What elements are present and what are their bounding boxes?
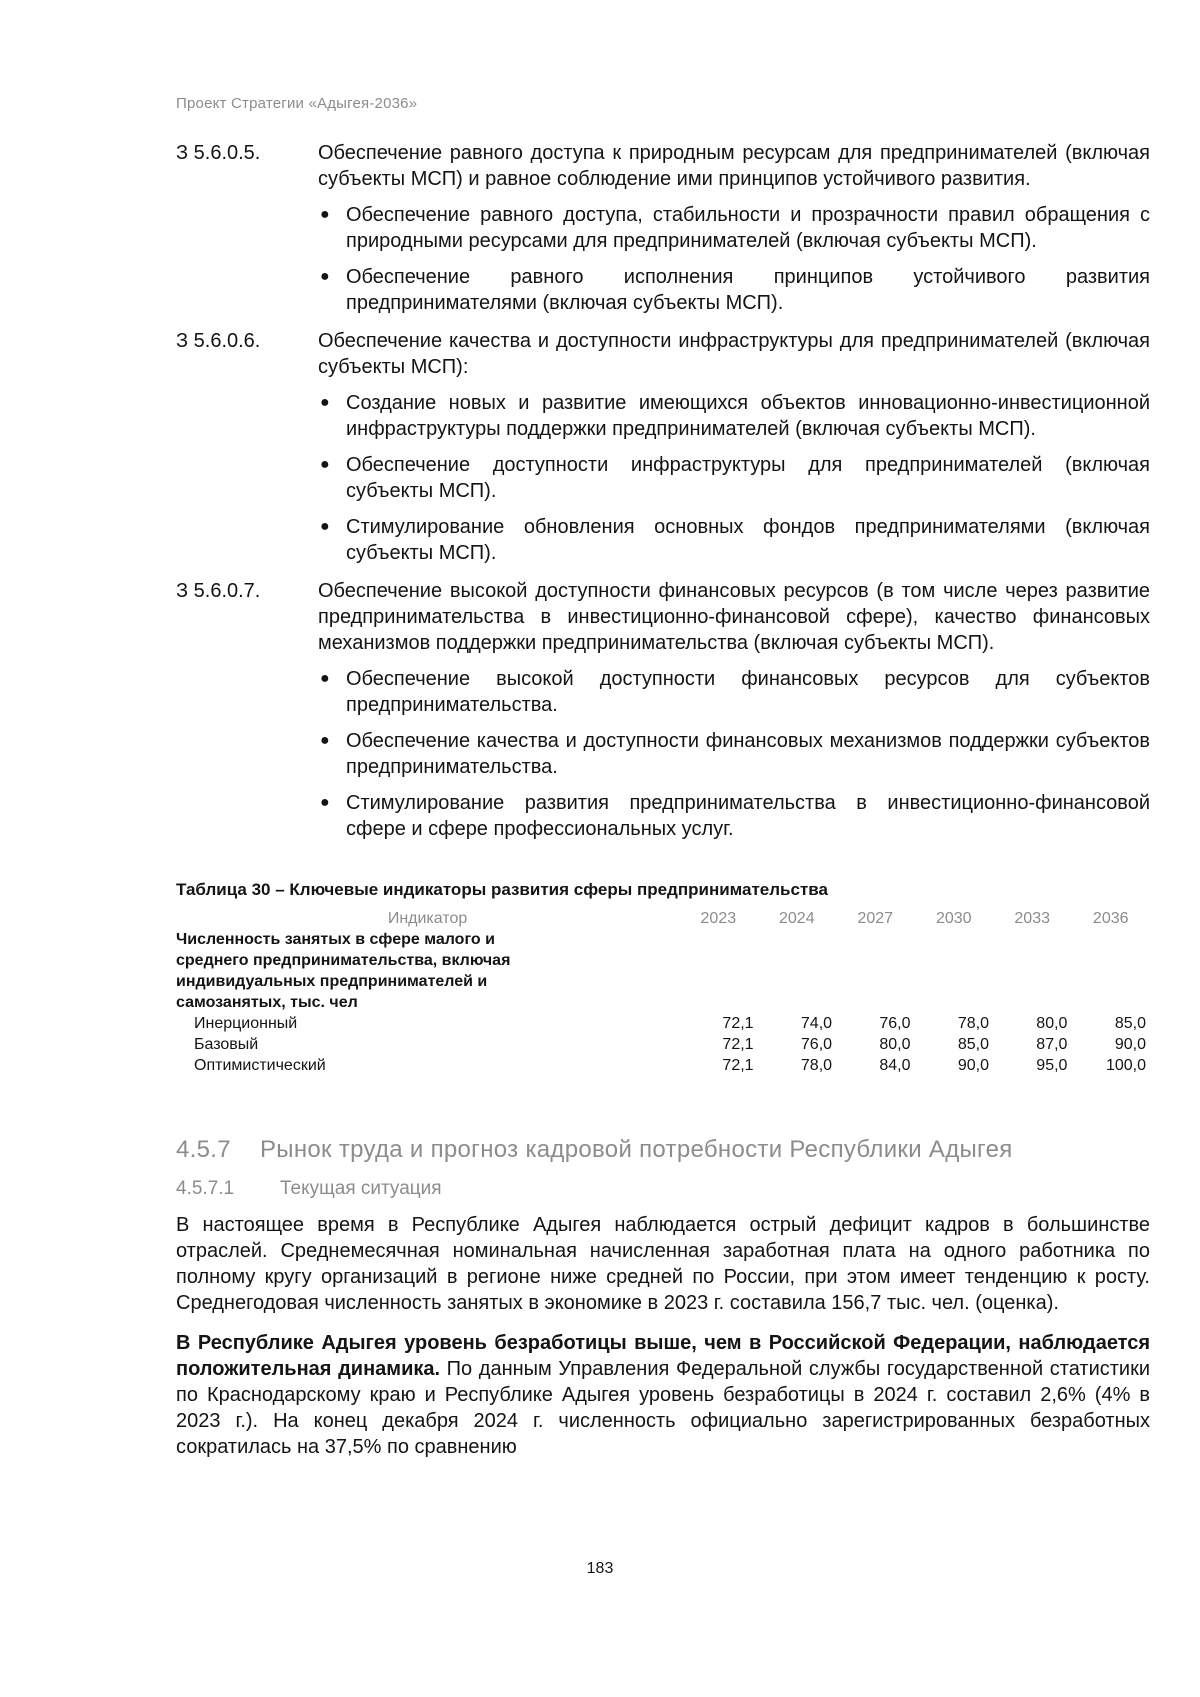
objective-code: З 5.6.0.5. (176, 142, 261, 164)
bullet-icon: ● (320, 794, 330, 811)
column-header-indicator: Индикатор (387, 910, 468, 927)
column-header-year: 2030 (935, 910, 972, 927)
bullet-icon: ● (320, 268, 330, 285)
bullet-item (318, 390, 1150, 442)
section-number: 4.5.7 (176, 1136, 231, 1163)
bullet-item (318, 728, 1150, 780)
objective-text: Обеспечение высокой доступности финансовых ресурсов (в том числе через развитие предпринимательства в инвестиционно-финансовой сфере), качество финансовых механизмов поддержки предпринимательства (включая субъекты МСП). (318, 580, 1150, 654)
bullet-text: Обеспечение равного доступа, стабильности и прозрачности правил обращения с природными ресурсами для предпринимателей (включая субъекты МСП). (346, 204, 1150, 252)
table-cell: 76,0 (879, 1015, 911, 1032)
bullet-icon: ● (320, 206, 330, 223)
bullet-item (318, 514, 1150, 566)
table-cell: 85,0 (957, 1036, 989, 1053)
bullet-item (318, 202, 1150, 254)
table-cell: 100,0 (1105, 1057, 1146, 1074)
page-content (176, 140, 1150, 1460)
bullet-icon: ● (320, 732, 330, 749)
table-cell: 76,0 (800, 1036, 833, 1053)
bullet-list (318, 202, 1150, 316)
bullet-icon: ● (320, 394, 330, 411)
subsection-title: Текущая ситуация (280, 1178, 442, 1199)
subsection-heading (176, 1178, 1150, 1200)
table-cell: 72,1 (722, 1036, 754, 1053)
table-cell: 85,0 (1114, 1015, 1146, 1032)
bullet-text: Обеспечение доступности инфраструктуры для предпринимателей (включая субъекты МСП). (346, 454, 1150, 502)
bullet-item (318, 452, 1150, 504)
objective-item (176, 578, 1150, 656)
table-cell: 72,1 (722, 1057, 754, 1074)
objective-text: Обеспечение равного доступа к природным ресурсам для предпринимателей (включая субъекты МСП) и равное соблюдение ими принципов устойчивого развития. (318, 142, 1150, 190)
table-row (176, 1013, 1150, 1034)
column-header-year: 2033 (1014, 910, 1050, 927)
bullet-item (318, 264, 1150, 316)
column-header-year: 2024 (779, 910, 815, 927)
scenario-label: Базовый (194, 1036, 259, 1053)
paragraph-text: По данным Управления Федеральной службы государственной статистики по Краснодарскому краю и Республике Адыгея уровень безработицы в 2024 г. составил 2,6% (4% в 2023 г.). На конец декабря 2024 г. численность официально зарегистрированных безработных сократилась на 37,5% по сравнению (176, 1358, 1150, 1458)
column-header-year: 2027 (857, 910, 894, 927)
table-cell: 78,0 (800, 1057, 833, 1074)
bullet-icon: ● (320, 518, 330, 535)
bullet-text: Стимулирование развития предпринимательства в инвестиционно-финансовой сфере и сфере профессиональных услуг. (346, 792, 1150, 840)
indicators-table (176, 908, 1150, 1076)
page-number: 183 (586, 1560, 614, 1577)
scenario-label: Инерционный (194, 1015, 298, 1032)
table-cell: 78,0 (957, 1015, 989, 1032)
bullet-list (318, 666, 1150, 842)
bullet-text: Обеспечение качества и доступности финансовых механизмов поддержки субъектов предпринимательства. (346, 730, 1150, 778)
bullet-item (318, 666, 1150, 718)
bullet-text: Стимулирование обновления основных фондов предпринимателями (включая субъекты МСП). (346, 516, 1150, 564)
subsection-number: 4.5.7.1 (176, 1178, 235, 1199)
table-caption: Таблица 30 – Ключевые индикаторы развития сферы предпринимательства (176, 880, 828, 899)
bullet-icon: ● (320, 456, 330, 473)
table-cell: 72,1 (722, 1015, 754, 1032)
section-title: Рынок труда и прогноз кадровой потребности Республики Адыгея (260, 1136, 1013, 1163)
objective-text: Обеспечение качества и доступности инфраструктуры для предпринимателей (включая субъекты МСП): (318, 330, 1150, 378)
table-cell: 80,0 (1036, 1015, 1068, 1032)
objective-item (176, 140, 1150, 192)
indicator-group-label: Численность занятых в сфере малого и среднего предпринимательства, включая индивидуальных предпринимателей и самозанятых, тыс. чел (176, 931, 511, 1011)
paragraph-lead-bold: В Республике Адыгея уровень безработицы выше, чем в Российской Федерации, наблюдается положительная динамика. (176, 1332, 1150, 1380)
table-cell: 80,0 (879, 1036, 911, 1053)
objective-code: З 5.6.0.6. (176, 330, 261, 352)
table-row (176, 1034, 1150, 1055)
bullet-text: Обеспечение равного исполнения принципов устойчивого развития предпринимателями (включая субъекты МСП). (346, 266, 1150, 314)
table-row (176, 1055, 1150, 1076)
column-header-year: 2023 (700, 910, 737, 927)
table-cell: 74,0 (800, 1015, 833, 1032)
bullet-icon: ● (320, 670, 330, 687)
column-header-year: 2036 (1092, 910, 1129, 927)
bullet-list (318, 390, 1150, 566)
table-group-row (176, 929, 1150, 1013)
section-heading (176, 1136, 1150, 1164)
table-cell: 87,0 (1036, 1036, 1068, 1053)
table-cell: 95,0 (1036, 1057, 1068, 1074)
body-paragraph (176, 1330, 1150, 1460)
scenario-label: Оптимистический (194, 1057, 326, 1074)
body-paragraph: В настоящее время в Республике Адыгея наблюдается острый дефицит кадров в большинстве отраслей. Среднемесячная номинальная начисленная заработная плата на одного работника по полному кругу организаций в регионе ниже средней по России, при этом имеет тенденцию к росту. Среднегодовая численность занятых в экономике в 2023 г. составила 156,7 тыс. чел. (оценка). (176, 1214, 1150, 1314)
bullet-text: Обеспечение высокой доступности финансовых ресурсов для субъектов предпринимательства. (346, 668, 1150, 716)
objective-item (176, 328, 1150, 380)
objective-code: З 5.6.0.7. (176, 580, 261, 602)
table-header-row (176, 908, 1150, 929)
table-cell: 84,0 (879, 1057, 911, 1074)
bullet-item (318, 790, 1150, 842)
table-cell: 90,0 (957, 1057, 989, 1074)
document-header: Проект Стратегии «Адыгея-2036» (176, 95, 418, 112)
table-cell: 90,0 (1114, 1036, 1146, 1053)
bullet-text: Создание новых и развитие имеющихся объектов инновационно-инвестиционной инфраструктуры поддержки предпринимателей (включая субъекты МСП). (346, 392, 1150, 440)
